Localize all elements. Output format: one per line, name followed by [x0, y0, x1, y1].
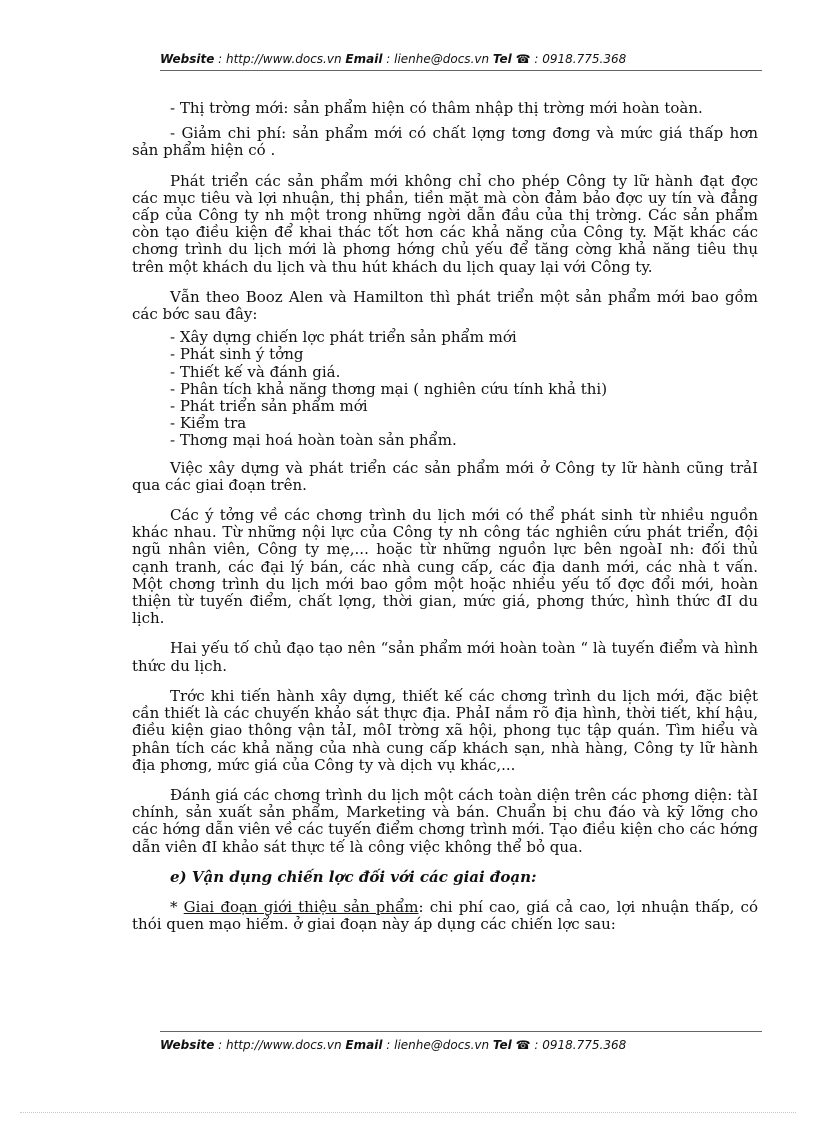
- phone-icon: ☎: [515, 52, 531, 66]
- paragraph-key-factors: Hai yếu tố chủ đạo tạo nên “sản phẩm mới hoàn toàn “ là tuyến điểm và hình thức du lịch.: [132, 639, 758, 675]
- paragraph-introduction-stage: [132, 899, 758, 933]
- tel-value: : 0918.775.368: [530, 1038, 627, 1052]
- page-border-dotted: [20, 1112, 796, 1113]
- underlined-term: Giai đoạn giới thiệu sản phẩm: [183, 897, 419, 916]
- bullet-prefix: *: [170, 897, 184, 916]
- website-value: : http://www.docs.vn: [214, 52, 346, 66]
- page-footer: [160, 1038, 760, 1052]
- email-value: : lienhe@docs.vn: [382, 52, 493, 66]
- list-item: - Xây dựng chiến lợc phát triển sản phẩm mới: [170, 328, 517, 347]
- tel-value: : 0918.775.368: [530, 52, 627, 66]
- list-item: - Phân tích khả năng thơng mại ( nghiên cứu tính khả thi): [170, 379, 608, 398]
- email-value: : lienhe@docs.vn: [382, 1038, 493, 1052]
- tel-label: Tel: [492, 1038, 512, 1052]
- list-item: - Phát triển sản phẩm mới: [170, 397, 368, 416]
- paragraph-development-benefits: Phát triển các sản phẩm mới không chỉ cho phép Công ty lữ hành đạt đợc các mục tiêu và lợi nhuận, thị phần, tiền mặt mà còn đảm bảo đợc uy tín và đẳng cấp của Công ty nh một trong những ngời dẫn đầu của thị trờng. Các sản phẩm còn tạo điều kiện để khai thác tốt hơn các khả năng của Công ty. Mặt khác các chơng trình du lịch mới là phơng hớng chủ yếu để tăng cờng khả năng tiêu thụ trên một khách du lịch và thu hút khách du lịch quay lại với Công ty.: [132, 171, 758, 276]
- paragraph-new-market: - Thị trờng mới: sản phẩm hiện có thâm nhập thị trờng mới hoàn toàn.: [170, 99, 703, 117]
- paragraph-stages: Việc xây dựng và phát triển các sản phẩm mới ở Công ty lữ hành cũng trảI qua các giai đoạn trên.: [132, 458, 758, 494]
- paragraph-evaluation: Đánh giá các chơng trình du lịch một cách toàn diện trên các phơng diện: tàI chính, sản xuất sản phẩm, Marketing và bán. Chuẩn bị chu đáo và kỹ lỡng cho các hớng dẫn viên về các tuyến điểm chơng trình mới. Tạo điều kiện cho các hớng dẫn viên đI khảo sát thực tế là công việc không thể bỏ qua.: [132, 785, 758, 856]
- tel-label: Tel: [492, 52, 512, 66]
- paragraph-field-survey: Trớc khi tiến hành xây dựng, thiết kế các chơng trình du lịch mới, đặc biệt cần thiết là các chuyến khảo sát thực địa. PhảI nắm rõ địa hình, thời tiết, khí hậu, điều kiện giao thông vận tảI, môI trờng xã hội, phong tục tập quán. Tìm hiểu và phân tích các khả năng của nhà cung cấp khách sạn, nhà hàng, Công ty lữ hành địa phơng, mức giá của Công ty và dịch vụ khác,...: [132, 686, 758, 774]
- phone-icon: ☎: [515, 1038, 531, 1052]
- paragraph-booz-allen: Vẫn theo Booz Alen và Hamilton thì phát triển một sản phẩm mới bao gồm các bớc sau đây:: [132, 287, 758, 324]
- website-label: Website: [160, 1038, 215, 1052]
- website-value: : http://www.docs.vn: [214, 1038, 346, 1052]
- paragraph-idea-sources: Các ý tởng về các chơng trình du lịch mới có thể phát sinh từ nhiều nguồn khác nhau. Từ những nội lực của Công ty nh công tác nghiên cứu phát triển, đội ngũ nhân viên, Công ty mẹ,... hoặc từ những nguồn lực bên ngoàI nh: đối thủ cạnh tranh, các đại lý bán, các nhà cung cấp, các địa danh mới, các nhà t vấn. Một chơng trình du lịch mới bao gồm một hoặc nhiều yếu tố đợc đổi mới, hoàn thiện từ tuyến điểm, chất lợng, thời gian, mức giá, phơng thức, hình thức đI du lịch.: [132, 506, 758, 628]
- footer-rule: [160, 1031, 762, 1032]
- email-label: Email: [345, 52, 383, 66]
- email-label: Email: [345, 1038, 383, 1052]
- document-body: [132, 100, 758, 946]
- website-label: Website: [160, 52, 215, 66]
- list-item: - Thiết kế và đánh giá.: [170, 362, 341, 381]
- header-rule: [160, 70, 762, 71]
- page-header: [160, 52, 760, 66]
- list-item: - Thơng mại hoá hoàn toàn sản phẩm.: [170, 431, 457, 450]
- list-item: - Kiểm tra: [170, 414, 247, 433]
- paragraph-cost-reduction: - Giảm chi phí: sản phẩm mới có chất lợng tơng đơng và mức giá thấp hơn sản phẩm hiện có .: [132, 124, 758, 160]
- list-item: - Phát sinh ý tởng: [170, 345, 304, 364]
- introduction-stage-text: : chi phí cao, giá cả cao, lợi nhuận thấp, có thói quen mạo hiểm. ở giai đoạn này áp dụng các chiến lợc sau:: [132, 897, 758, 934]
- section-heading: e) Vận dụng chiến lợc đối với các giai đoạn:: [170, 867, 537, 886]
- development-steps-list: [132, 329, 758, 449]
